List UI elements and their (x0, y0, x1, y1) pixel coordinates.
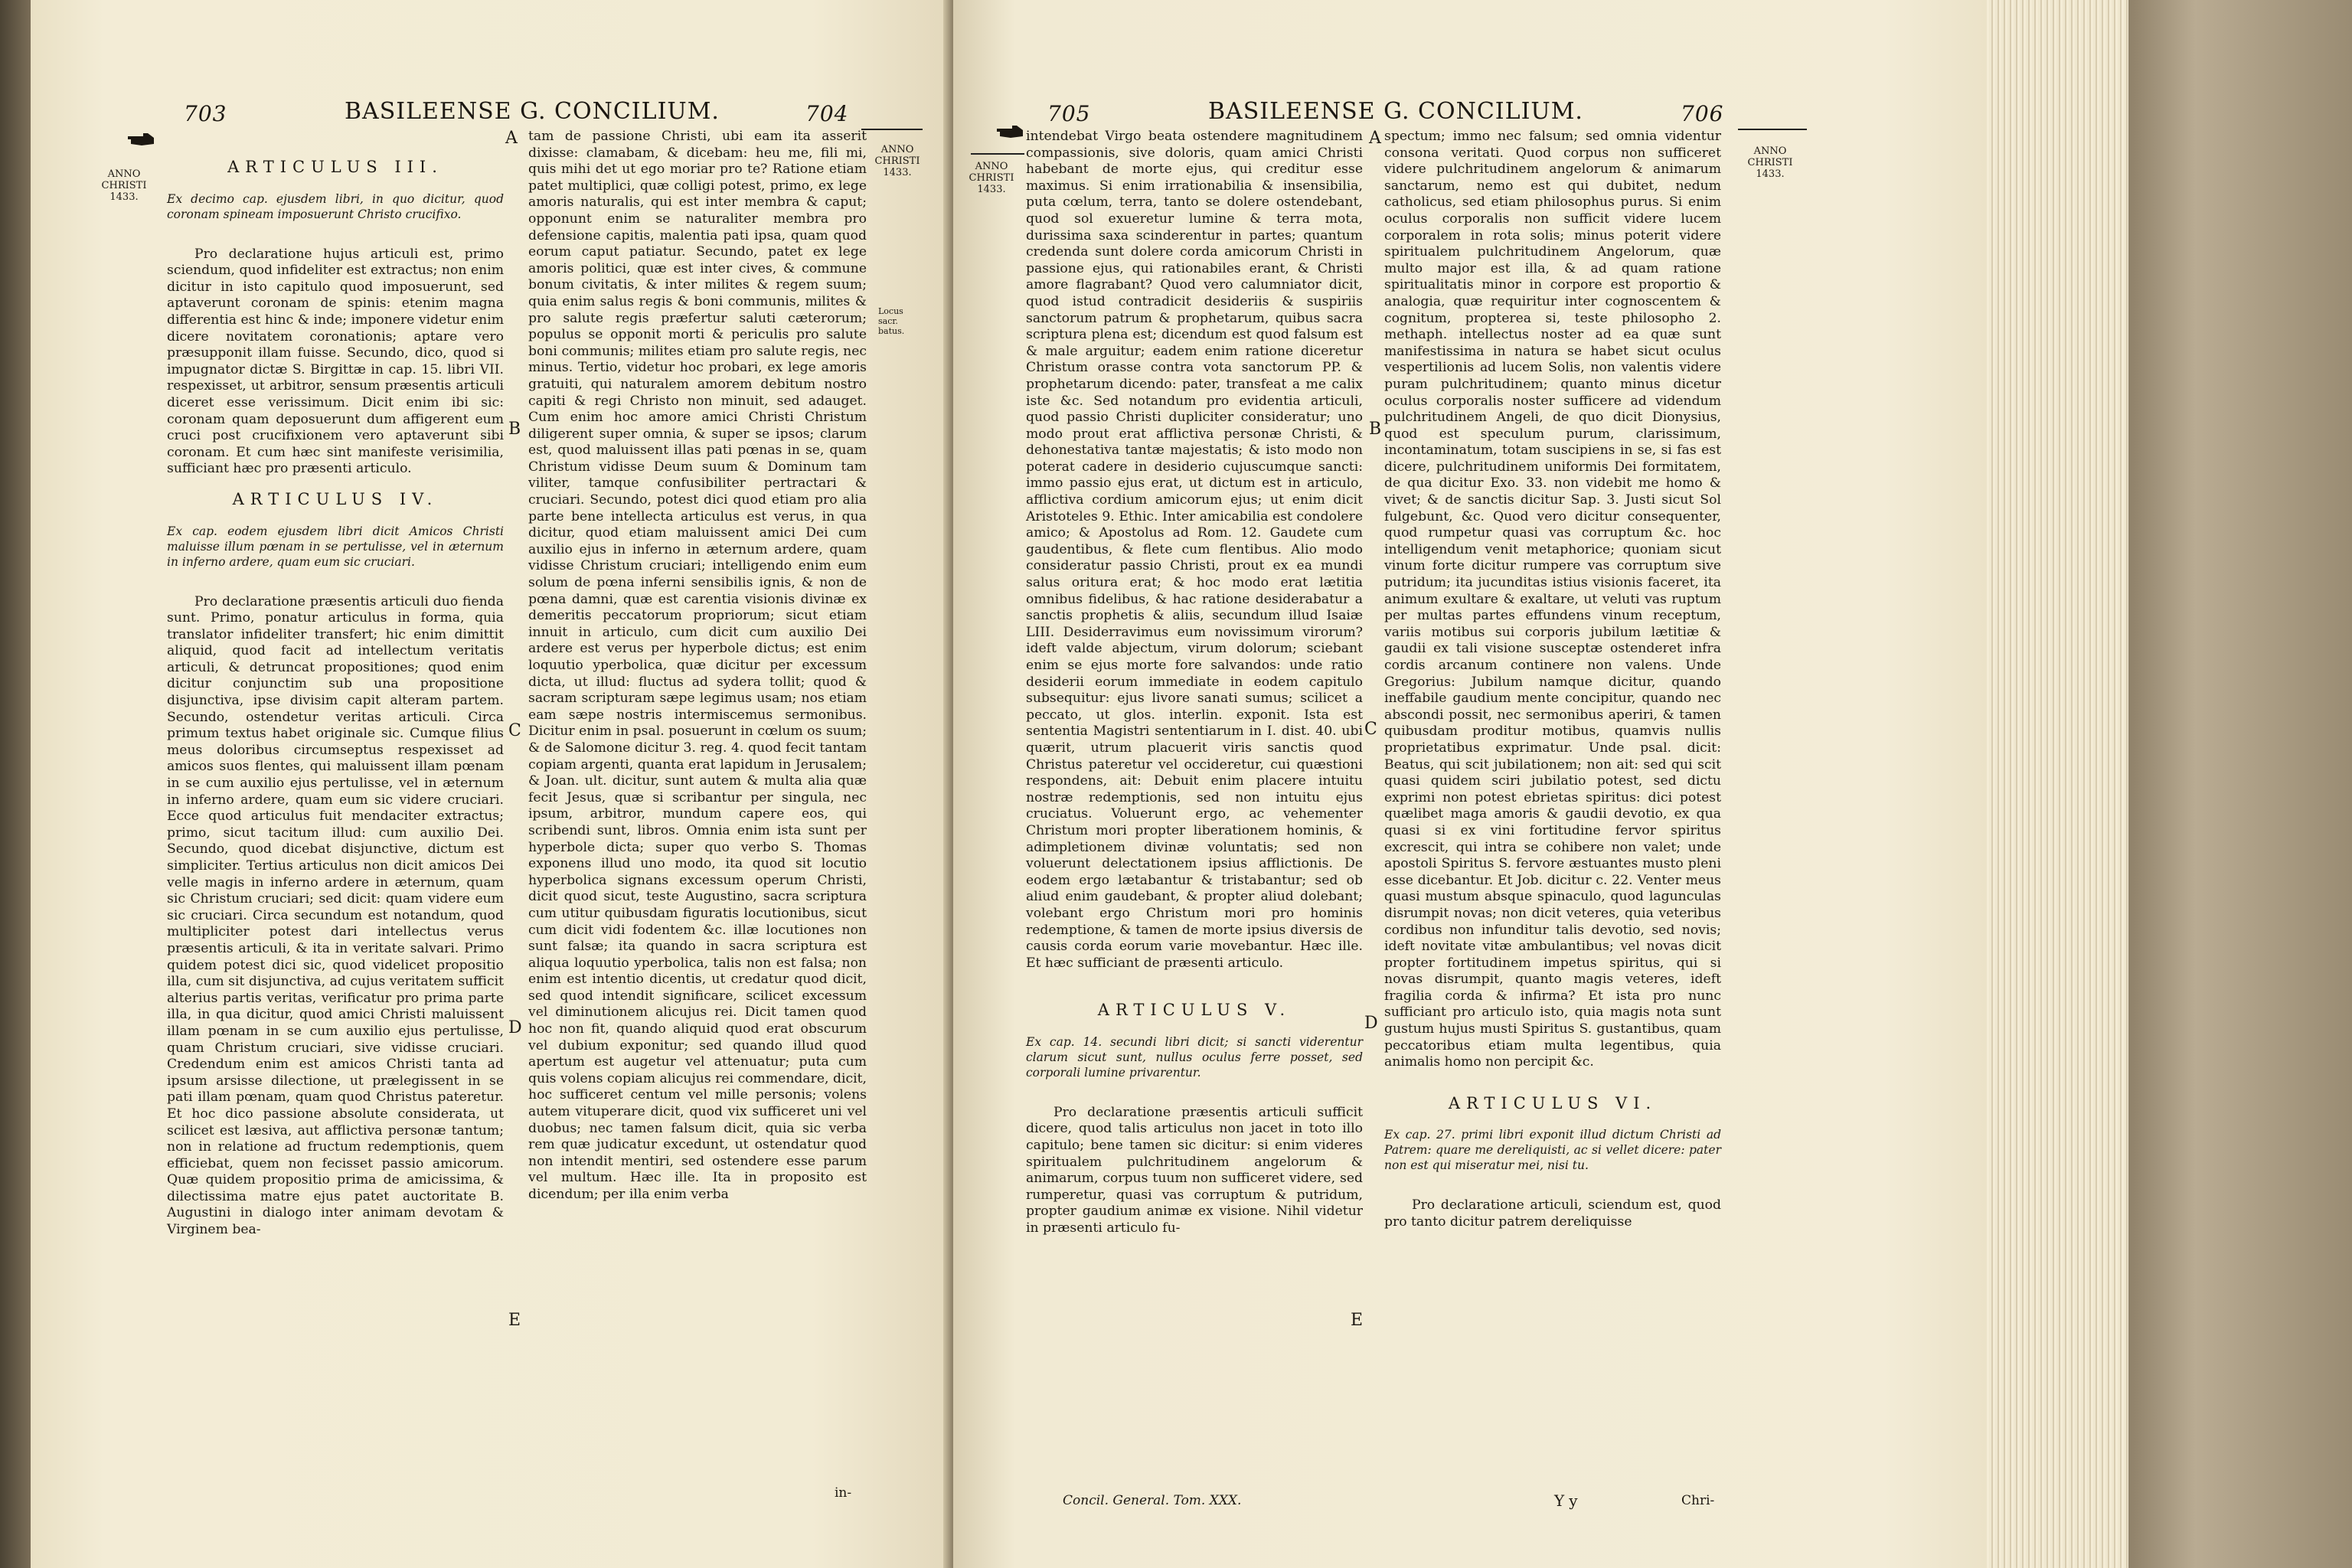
article-body-iii: Pro declaratione hujus articuli est, primo sciendum, quod infideliter est extractus; non enim dicitur in isto capitulo quod imposuerunt, sed aptaverunt coronam de spinis: etenim magna differentia est hinc & inde; imponere videtur enim dicere novitatem coronationis; aptare vero præsupponit illam fuisse. Secundo, dico, quod si impugnator dictæ S. Birgittæ in cap. 15. libri VII. respexisset, ut arbitror, sensum præsentis articuli diceret esse verissimum. Dicit enim ibi sic: coronam quam deposuerunt dum affigerent eum cruci post crucifixionem vero aptaverunt sibi coronam. Et cum hæc sint manifeste verisimilia, sufficiant hæc pro præsenti articulo. (167, 246, 504, 477)
margin-year-left (101, 168, 147, 203)
margin-letter-b: B (508, 420, 521, 439)
footer-source: Concil. General. Tom. XXX. (1063, 1493, 1242, 1508)
margin-letter-a: A (1369, 129, 1381, 148)
margin-anno: ANNO (107, 168, 141, 180)
article-body-v: Pro declaratione præsentis articuli sufficit dicere, quod talis articulus non jacet in toto illo capitulo; bene tamen sic dicitur: si enim videres spiritualem pulchritudinem angelorum & animarum, corpus tuum non sufficeret videre, sed rumperetur, quasi vas corruptum & putridum, propter gaudium animæ ex visione. Nihil videtur in præsenti articulo fu- (1026, 1104, 1363, 1236)
catchword-right: Chri- (1681, 1493, 1715, 1508)
right-page-column-2 (1384, 129, 1721, 1231)
margin-letter-d: D (508, 1018, 522, 1037)
pointing-hand-icon (995, 122, 1026, 141)
signature-mark: Yy (1554, 1491, 1583, 1510)
margin-anno: ANNO (1753, 145, 1787, 157)
column-2-body: spectum; immo nec falsum; sed omnia videntur consona veritati. Quod corpus non sufficeret videre pulchritudinem angelorum & animarum sanctarum, nemo est qui dubitet, nedum catholicus, sed etiam philosophus purus. Si enim oculus corporalis non sufficit videre lucem corporalem in rota solis; minus poterit videre spiritualem pulchritudinem Angelorum, quæ multo major est illa, & ad quam ratione spiritualitatis minor in corpore est proportio & analogia, quæ requiritur inter cognoscentem & cognitum, propterea si, teste philosopho 2. methaph. intellectus noster ad ea quæ sunt manifestissima in natura se habet sicut oculus vespertilionis ad lucem Solis, non valentis videre puram pulchritudinem; quanto minus dicetur oculus corporalis noster sufficere ad videndum pulchritudinem Angeli, de quo dicit Dionysius, quod est speculum purum, clarissimum, incontaminatum, totam suscipiens in se, si fas est dicere, pulchritudinem uniformis Dei formitatem, de qua dicitur Exo. 33. non videbit me homo & vivet; & de sanctis dicitur Sap. 3. Justi sicut Sol fulgebunt, &c. Quod vero dicitur consequenter, quod rumpetur quasi vas corruptum &c. hoc intelligendum venit metaphorice; quoniam sicut vinum forte dicitur rumpere vas corruptum sive putridum; ita jucunditas istius visionis faceret, ita animum exultare & exaltare, ut veluti vas ruptum per multas partes effundens vinum receptum, variis motibus sui corporis jubilum lætitiæ & gaudii ex tali visione susceptæ ostenderet infra cordis arcanum continere non valens. Unde Gregorius: Jubilum namque dicitur, quando ineffabile gaudium mente concipitur, quando nec abscondi possit, nec sermonibus aperiri, & tamen quibusdam proditur motibus, quamvis nullis proprietatibus exprimatur. Unde psal. dicit: Beatus, qui scit jubilationem; non ait: sed qui scit quasi quidem sciri jubilatio potest, sed dictu exprimi non potest ebrietas spiritus: dici potest quælibet maga amoris & gaudii devotio, ex qua quasi si ex vini fortitudine fervor spiritus excrescit, qui intra se cohibere non valet; unde apostoli Spiritus S. fervore æstuantes musto pleni esse dicebantur. Et Job. dicitur c. 22. Venter meus quasi mustum absque spinaculo, quod lagunculas disrumpit novas; non dicit veteres, quia veteribus cordibus non infunditur talis devotio, sed novis; ideft novitate vitæ ambulantibus; vel novas dicit propter fortitudinem impetus spiritus, qui si novas disrumpit, quanto magis veteres, ideft fragilia corda & infirma? Et ista pro nunc sufficiant pro articulo isto, quia magis nota sunt gustum hujus musti Spiritus S. gustantibus, quam peccatoribus etiam multa legentibus, quia animalis homo non percipit &c. (1384, 129, 1721, 1070)
margin-year-right (969, 161, 1014, 195)
page-number-704: 704 (805, 101, 849, 126)
header-rule-left (861, 129, 923, 130)
margin-note-locus: Locus sacr. batus. (878, 306, 905, 336)
article-heading-vi: ARTICULUS VI. (1448, 1093, 1658, 1112)
margin-year-number: 1433. (1756, 168, 1785, 180)
right-page-column-1 (1026, 129, 1363, 1237)
margin-letter-a: A (505, 129, 518, 148)
article-body-vi: Pro declaratione articuli, sciendum est, quod pro tanto dicitur patrem dereliquisse (1384, 1197, 1721, 1230)
margin-christi: CHRISTI (1747, 157, 1793, 168)
margin-year-left-col2 (874, 144, 920, 178)
page-number-706: 706 (1681, 101, 1724, 126)
margin-letter-e: E (1351, 1311, 1364, 1330)
header-rule-right-2 (1738, 129, 1807, 130)
margin-christi: CHRISTI (969, 172, 1014, 184)
pointing-hand-icon (126, 130, 157, 149)
margin-year-number: 1433. (977, 184, 1006, 195)
left-page-column-2 (528, 129, 867, 1204)
article-summary-iv: Ex cap. eodem ejusdem libri dicit Amicos Christi maluisse illum pœnam in se pertulisse, vel in æternum in inferno ardere, quam eum sic cruciari. (167, 524, 504, 569)
running-title-left: BASILEENSE G. CONCILIUM. (345, 98, 720, 125)
backdrop-right (2128, 0, 2352, 1568)
article-body-iv: Pro declaratione præsentis articuli duo fienda sunt. Primo, ponatur articulus in forma, quia translator infideliter transfert; hic enim dimittit aliquid, quod facit ad intellectum veritatis articuli, & detruncat propositiones; quod enim dicitur conjunctim sub una propositione disjunctiva, ipse divisim capit alteram partem. Secundo, ostendetur veritas articuli. Circa primum textus habet originale sic. Cumque filius meus doloribus circumseptus respexisset ad amicos suos flentes, qui maluissent illam pœnam in se cum auxilio ejus pertulisse, vel in æternum in inferno ardere, quam eum sic videre cruciari. Ecce quod articulus fuit mendaciter extractus; primo, sicut tacitum illud: cum auxilio Dei. Secundo, quod dicebat disjunctive, dictum est simpliciter. Tertius articulus non dicit amicos Dei velle magis in inferno ardere in æternum, quam sic Christum cruciari; sed dicit: quam videre eum sic cruciari. Circa secundum est notandum, quod multipliciter potest dari intellectus verus præsentis articuli, & ita in veritate salvari. Primo quidem potest dici sic, quod videlicet propositio illa, cum sit disjunctiva, ad cujus veritatem sufficit alterius partis veritas, verificatur pro prima parte illa, in qua dicitur, quod amici Christi maluissent illam pœnam in se cum auxilio ejus pertulisse, quam Christum cruciari, sive vidisse cruciari. Credendum enim est amicos Christi tanta ad ipsum arsisse dilectione, ut prælegissent in se pati illam pœnam, quam quod Christus pateretur. Et hoc dico passione absolute considerata, ut scilicet est læsiva, aut afflictiva personæ tantum; non in relatione ad fructum redemptionis, quem efficiebat, quem non fecisset passio amicorum. Quæ quidem propositio prima de amicissima, & dilectissima matre ejus patet auctoritate B. Augustini in dialogo inter animam devotam & Virginem bea- (167, 593, 504, 1238)
margin-letter-c: C (1364, 720, 1377, 739)
margin-letter-e: E (508, 1311, 521, 1330)
page-number-705: 705 (1047, 101, 1091, 126)
article-heading-iv: ARTICULUS IV. (232, 489, 439, 508)
left-page-column-1 (167, 145, 504, 1239)
margin-anno: ANNO (880, 144, 914, 155)
running-title-right: BASILEENSE G. CONCILIUM. (1208, 98, 1583, 125)
margin-year-number: 1433. (109, 191, 139, 203)
article-summary-v: Ex cap. 14. secundi libri dicit; si sancti viderentur clarum sicut sunt, nullus oculus ferre posset, sed corporali lumine privarentur. (1026, 1034, 1363, 1080)
page-number-703: 703 (184, 101, 227, 126)
article-summary-iii: Ex decimo cap. ejusdem libri, in quo dicitur, quod coronam spineam imposuerunt Christo crucifixo. (167, 191, 504, 221)
catchword-left: in- (835, 1485, 852, 1501)
margin-letter-d: D (1364, 1014, 1378, 1033)
backdrop-left (0, 0, 31, 1568)
margin-christi: CHRISTI (874, 155, 920, 167)
margin-anno: ANNO (975, 161, 1008, 172)
article-summary-vi: Ex cap. 27. primi libri exponit illud dictum Christi ad Patrem: quare me dereliquisti, ac si vellet dicere: pater non est qui miseratur mei, nisi tu. (1384, 1128, 1721, 1173)
margin-letter-c: C (508, 721, 521, 740)
column-2-body: tam de passione Christi, ubi eam ita asserit dixisse: clamabam, & dicebam: heu me, fili mi, quis mihi det ut ego moriar pro te? Ratione etiam patet multiplici, quæ colligi potest, primo, ex lege amoris naturalis, qui est inter membra & caput; opponunt enim se naturaliter membra pro defensione capitis, malentia pati ipsa, quam quod eorum caput patiatur. Secundo, patet ex lege amoris politici, quæ est inter cives, & commune bonum civitatis, & inter milites & regem suum; quia enim salus regis & boni communis, milites & pro salute regis præfertur saluti cæterorum; populus se opponit morti & periculis pro salute boni communis; milites etiam pro salute regis, nec minus. Tertio, videtur hoc probari, ex lege amoris gratuiti, qui naturalem amorem debitum nostro capiti & regi Christo non minuit, sed adauget. Cum enim hoc amore amici Christi Christum diligerent super omnia, & super se ipsos; clarum est, quod maluissent illas pati pœnas in se, quam Christum vidisse Deum suum & Dominum tam viliter, tamque confusibiliter pertractari & cruciari. Secundo, potest dici quod etiam pro alia parte bene intellecta articulus est verus, in qua dicitur, quod etiam maluissent amici Dei cum auxilio ejus in inferno in æternum ardere, quam vidisse Christum cruciari; intelligendo enim eum solum de pœna inferni sensibilis ignis, & non de pœna damni, quæ est carentia visionis divinæ ex demeritis peccatorum propriorum; sicut etiam innuit in articulo, cum dicit cum auxilio Dei ardere est verus per hyperbole dictus; est enim loquutio yperbolica, quæ dicitur per excessum dicta, ut illud: fluctus ad sydera tollit; quod & sacram scripturam sæpe legimus usam; nos etiam eam sæpe nostris intermiscemus sermonibus. Dicitur enim in psal. posuerunt in cœlum os suum; & de Salomone dicitur 3. reg. 4. quod fecit tantam copiam argenti, quanta erat lapidum in Jerusalem; & Joan. ult. dicitur, sunt autem & multa alia quæ fecit Jesus, quæ si scribantur per singula, nec ipsum, arbitror, mundum capere eos, qui scribendi sunt, libros. Omnia enim ista sunt per hyperbole dicta; super quo verbo S. Thomas exponens illud uno modo, ita quod sit locutio hyperbolica signans excessum operum Christi, dicit quod sicut, teste Augustino, sacra scriptura cum utitur quibusdam figuratis locutionibus, sicut cum dicit vidi fodentem &c. illæ locutiones non sunt falsæ; ita quando in sacra scriptura est aliqua loquutio yperbolica, talis non est falsa; non enim est intentio dicentis, ut credatur quod dicit, sed quod intendit significare, scilicet excessum vel diminutionem alicujus rei. Dicit tamen quod hoc non fit, quando aliquid quod erat obscurum vel dubium exponitur; sed quando illud quod apertum est augetur vel attenuatur; puta cum quis volens copiam alicujus rei commendare, dicit, hoc sufficeret centum vel mille personis; volens autem vituperare dicit, quod vix sufficeret uni vel duobus; nec tamen falsum dicit, quia sic verba rem quæ judicatur excedunt, ut ostendatur quod non intendit mentiri, sed ostendere esse parum vel multum. Hæc ille. Ita in proposito est dicendum; per illa enim verba (528, 129, 867, 1202)
margin-year-number: 1433. (883, 167, 912, 178)
article-heading-iii: ARTICULUS III. (227, 158, 443, 176)
margin-year-right-col2 (1747, 145, 1793, 180)
header-rule-right (971, 153, 1024, 155)
margin-christi: CHRISTI (101, 180, 147, 191)
page-edges (1983, 0, 2136, 1568)
column-1-body: intendebat Virgo beata ostendere magnitudinem compassionis, sive doloris, quam amici Christi habebant de morte ejus, qui creditur esse maximus. Si enim irrationabilia & insensibilia, puta cœlum, terra, tanto se dolere ostendebant, quod sol exueretur lumine & terra mota, durissima saxa scinderentur in partes; quantum credenda sunt dolere corda amicorum Christi in passione ejus, qui rationabiles erant, & Christi amore flagrabant? Quod vero calumniator dicit, quod istud contradicit desideriis & suspiriis sanctorum patrum & prophetarum, quibus sacra scriptura plena est; dicendum est quod falsum est & male arguitur; eadem enim ratione diceretur Christum orasse contra vota sanctorum PP. & prophetarum dicendo: pater, transfeat a me calix iste &c. Sed notandum pro evidentia articuli, quod passio Christi dupliciter consideratur; uno modo prout erat afflictiva personæ Christi, & dehonestativa tantæ majestatis; & isto modo non poterat cadere in desiderio cujuscumque sancti: immo passio ejus erat, ut dictum est in articulo, afflictiva cordium amicorum ejus; ut enim dicit Aristoteles 9. Ethic. Inter amicabilia est condolere amico; & Apostolus ad Rom. 12. Gaudete cum gaudentibus, & flete cum flentibus. Alio modo consideratur passio Christi, prout ex ea mundi salus oritura erat; & hoc modo erat lætitia omnibus fidelibus, & hac ratione desiderabatur a sanctis prophetis & aliis, secundum illud Isaiæ LIII. Desiderravimus eum novissimum virorum? ideft valde abjectum, virum dolorum; sciebant enim se ejus morte fore salvandos: unde ratio desiderii eorum immediate in eodem capitulo subsequitur: ejus livore sanati sumus; scilicet a peccato, ut glos. interlin. exponit. Ista est sententia Magistri sententiarum in I. dist. 40. ubi quærit, utrum placuerit viris sanctis quod Christus pateretur vel occideretur, cui quæstioni respondens, ait: Debuit enim placere intuitu nostræ redemptionis, sed non intuitu ejus cruciatus. Voluerunt ergo, ac vehementer Christum mori propter liberationem hominis, & adimpletionem divinæ voluntatis; sed non voluerunt delectationem ipsius afflictionis. De eodem ergo lætabantur & tristabantur; sed ob aliud enim gaudebant, & propter aliud dolebant; volebant ergo Christum mori pro hominis redemptione, & tamen de morte ipsius diversis de causis corda eorum varie movebantur. Hæc ille. Et hæc sufficiant de præsenti articulo. (1026, 129, 1363, 971)
margin-letter-b: B (1369, 420, 1382, 439)
article-heading-v: ARTICULUS V. (1097, 1001, 1292, 1020)
